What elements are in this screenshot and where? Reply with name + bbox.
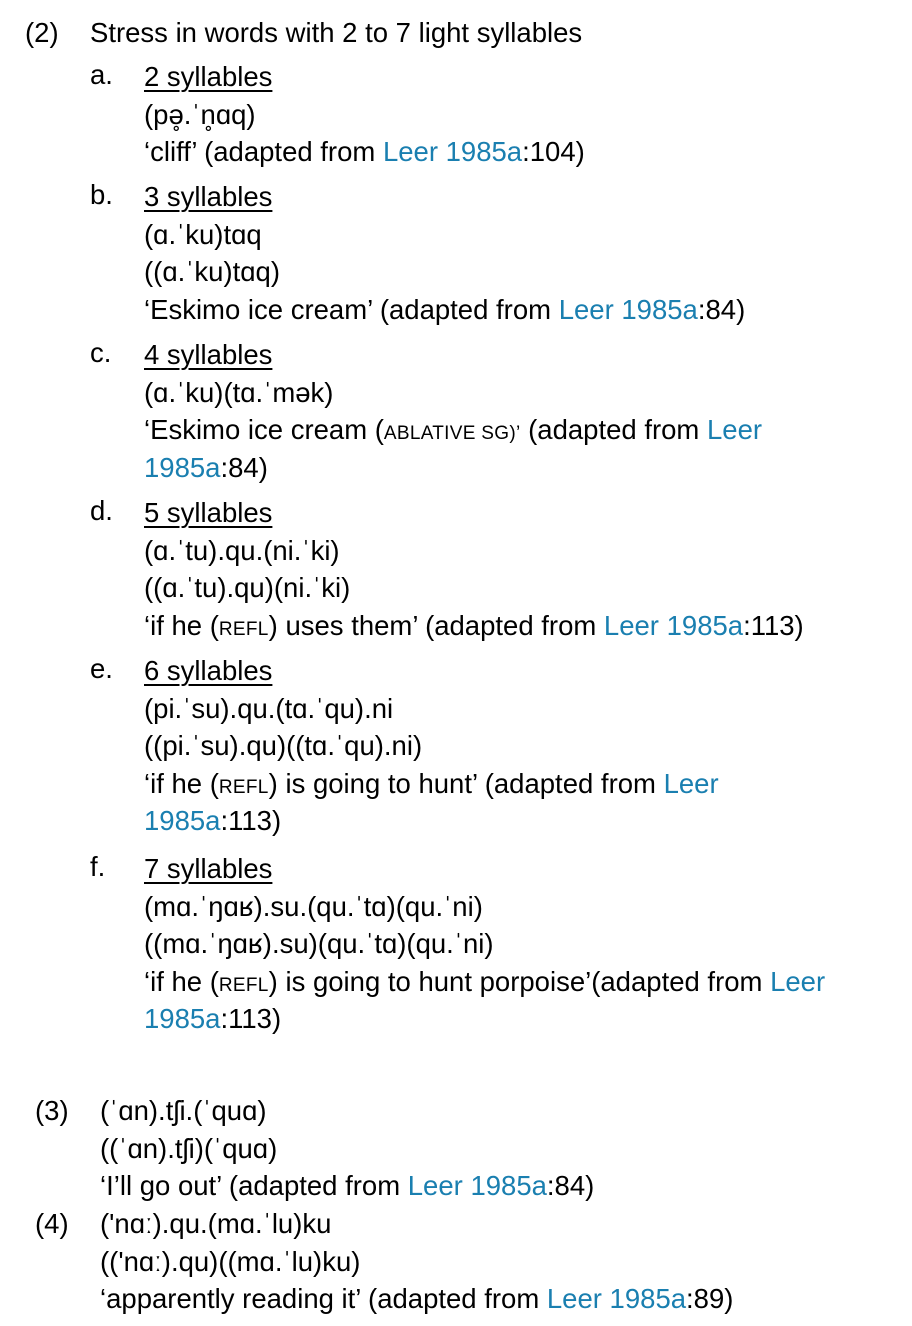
gloss-abbrev: REFL: [218, 618, 269, 640]
citation-link[interactable]: Leer 1985a: [546, 1283, 687, 1314]
gloss-line: ‘apparently reading it’ (adapted from Leer 1985a:89): [100, 1283, 734, 1314]
gloss-line: ‘I’ll go out’ (adapted from Leer 1985a:84): [100, 1170, 595, 1201]
item-body: [144, 652, 719, 840]
gloss-line: 1985a:113): [144, 805, 282, 836]
form-line: ((ɑ.ˈku)tɑq): [144, 256, 280, 287]
gloss-line: ‘if he (REFL) is going to hunt porpoise’(adapted from Leer: [144, 965, 826, 997]
example-number: (4): [35, 1208, 69, 1239]
item-title: 6 syllables: [144, 655, 273, 686]
gloss-line: ‘Eskimo ice cream (ABLATIVE SG)’ (adapted from Leer: [144, 414, 763, 445]
citation-link[interactable]: 1985a: [144, 805, 221, 836]
citation-link[interactable]: Leer: [663, 767, 719, 799]
gloss-abbrev: ABLATIVE SG)’: [383, 423, 521, 444]
form-line: ((pi.ˈsu).qu)((tɑ.ˈqu).ni): [144, 730, 423, 761]
item-letter: c.: [90, 337, 112, 368]
form-line: (ˈɑn).tʃi.(ˈquɑ): [100, 1095, 267, 1126]
item-body: [144, 850, 825, 1038]
form-line: (ɑ.ˈtu).qu.(ni.ˈki): [144, 534, 340, 566]
citation-link[interactable]: Leer 1985a: [407, 1170, 547, 1201]
item-letter: f.: [90, 851, 106, 882]
form-line: (('nɑː).qu)((mɑ.ˈlu)ku): [100, 1245, 361, 1277]
item-body: [144, 58, 585, 171]
item-title: 3 syllables: [144, 181, 273, 212]
gloss-line: 1985a:84): [144, 451, 268, 483]
item-body: [144, 178, 745, 328]
form-line: (ɑ.ˈku)(tɑ.ˈmək): [144, 376, 334, 408]
example-body: [100, 1205, 733, 1318]
gloss-line: ‘Eskimo ice cream’ (adapted from Leer 1985a:84): [144, 293, 746, 325]
form-line: ('nɑː).qu.(mɑ.ˈlu)ku: [100, 1208, 332, 1239]
example-heading: Stress in words with 2 to 7 light syllables: [90, 17, 583, 48]
item-letter: a.: [90, 59, 113, 90]
example-number: (2): [25, 17, 59, 48]
item-title: 4 syllables: [144, 339, 273, 370]
citation-link[interactable]: Leer: [770, 965, 826, 997]
item-title: 5 syllables: [144, 497, 273, 528]
gloss-abbrev: REFL: [218, 974, 269, 996]
item-title: 2 syllables: [144, 61, 273, 92]
example-number: (3): [35, 1095, 69, 1126]
example-body: [100, 1092, 594, 1205]
citation-link[interactable]: Leer 1985a: [603, 609, 744, 641]
form-line: ((ɑ.ˈtu).qu)(ni.ˈki): [144, 572, 351, 603]
item-letter: d.: [90, 495, 113, 526]
citation-link[interactable]: Leer 1985a: [558, 293, 698, 325]
form-line: ((ˈɑn).tʃi)(ˈquɑ): [100, 1132, 278, 1164]
item-letter: e.: [90, 653, 113, 684]
citation-link[interactable]: Leer: [706, 414, 763, 445]
form-line: ((mɑ.ˈŋɑʁ).su)(qu.ˈtɑ)(qu.ˈni): [144, 928, 494, 959]
citation-link[interactable]: Leer 1985a: [382, 136, 523, 167]
form-line: (pə̥.ˈn̥ɑq): [144, 98, 256, 130]
item-body: [144, 494, 804, 644]
item-letter: b.: [90, 179, 113, 210]
item-body: [144, 336, 762, 486]
gloss-line: ‘cliff’ (adapted from Leer 1985a:104): [144, 136, 585, 167]
gloss-line: 1985a:113): [144, 1003, 282, 1034]
citation-link[interactable]: 1985a: [144, 1003, 221, 1034]
form-line: (mɑ.ˈŋɑʁ).su.(qu.ˈtɑ)(qu.ˈni): [144, 890, 483, 922]
citation-link[interactable]: 1985a: [144, 451, 221, 483]
form-line: (ɑ.ˈku)tɑq: [144, 218, 262, 250]
item-title: 7 syllables: [144, 853, 273, 884]
gloss-line: ‘if he (REFL) is going to hunt’ (adapted from Leer: [144, 767, 719, 799]
gloss-line: ‘if he (REFL) uses them’ (adapted from Leer 1985a:113): [144, 609, 804, 641]
gloss-abbrev: REFL: [218, 776, 269, 798]
form-line: (pi.ˈsu).qu.(tɑ.ˈqu).ni: [144, 692, 394, 724]
